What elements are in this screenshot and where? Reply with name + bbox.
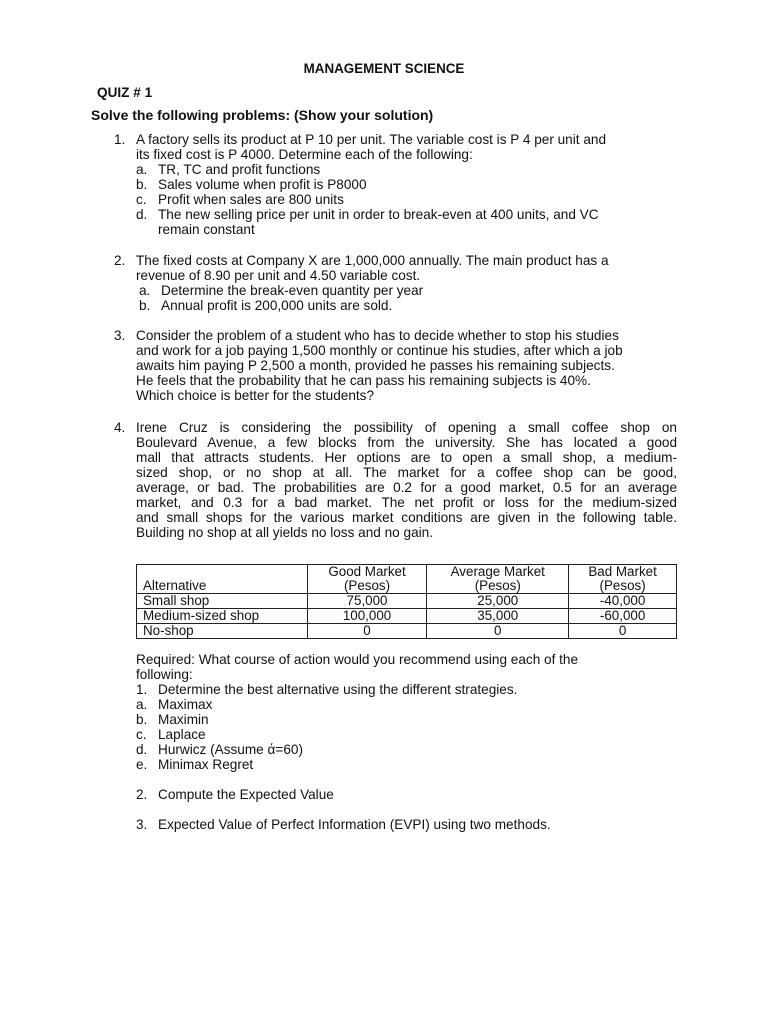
q1-sub-b <box>136 177 677 192</box>
letter: b. <box>139 298 151 313</box>
question-4 <box>136 420 677 540</box>
letter: b. <box>136 712 148 727</box>
letter: a. <box>136 697 148 712</box>
number: 2. <box>136 787 148 802</box>
table-header-cell: (Pesos) <box>569 579 677 594</box>
sub-text: Profit when sales are 800 units <box>158 192 344 207</box>
letter: a. <box>136 162 148 177</box>
table-header-cell: Good Market <box>307 565 427 580</box>
strategy-d <box>136 742 677 757</box>
letter: e. <box>136 757 148 772</box>
q4-line: Building no shop at all yields no loss and no gain. <box>136 525 433 540</box>
q3-line: Which choice is better for the students? <box>136 388 375 403</box>
required-section <box>136 652 677 832</box>
q4-number: 4. <box>114 420 126 435</box>
q4-line: mall that attracts students. Her options are to open a small shop, a medium- <box>136 450 677 465</box>
question-1 <box>136 132 677 237</box>
q4-line: sized shop, or no shop at all. The market for a coffee shop can be good, <box>136 465 677 480</box>
q3-line: and work for a job paying 1,500 monthly or continue his studies, after which a job <box>136 343 623 358</box>
q1-sub-d <box>136 207 677 222</box>
q4-line: Boulevard Avenue, a few blocks from the university. She has located a good <box>136 435 677 450</box>
number: 1. <box>136 682 148 697</box>
table-header-cell: (Pesos) <box>307 579 427 594</box>
req-text: Expected Value of Perfect Information (EVPI) using two methods. <box>158 817 551 832</box>
question-3 <box>136 328 677 403</box>
table-header-row <box>137 579 677 594</box>
q4-line: market, and 0.3 for a bad market. The net profit or loss for the medium-sized <box>136 495 677 510</box>
q2-sub-a <box>139 283 680 298</box>
q4-line: average, or bad. The probabilities are 0.2 for a good market, 0.5 for an average <box>136 480 677 495</box>
letter: b. <box>136 177 148 192</box>
sub-text: TR, TC and profit functions <box>158 162 321 177</box>
q2-line: revenue of 8.90 per unit and 4.50 variable cost. <box>136 268 421 283</box>
q1-line: A factory sells its product at P 10 per unit. The variable cost is P 4 per unit and <box>136 132 606 147</box>
strategy-a <box>136 697 677 712</box>
q2-number: 2. <box>114 253 126 268</box>
q4-line: Irene Cruz is considering the possibility of opening a small coffee shop on <box>136 420 677 435</box>
q1-line: its fixed cost is P 4000. Determine each of the following: <box>136 147 473 162</box>
instructions: Solve the following problems: (Show your solution) <box>91 107 434 123</box>
q1-number: 1. <box>114 132 126 147</box>
q2-sub-b <box>139 298 680 313</box>
req-text: Compute the Expected Value <box>158 787 334 802</box>
table-cell: 0 <box>307 624 427 639</box>
document-title: MANAGEMENT SCIENCE <box>303 61 465 76</box>
q3-line: awaits him paying P 2,500 a month, provided he passes his remaining subjects. <box>136 358 615 373</box>
payoff-table <box>136 564 677 639</box>
question-2 <box>136 253 677 313</box>
strategy-text: Maximin <box>158 712 209 727</box>
q1-sub-a <box>136 162 677 177</box>
sub-text: Annual profit is 200,000 units are sold. <box>161 298 393 313</box>
sub-text: Sales volume when profit is P8000 <box>158 177 367 192</box>
required-2 <box>136 787 677 802</box>
q3-line: He feels that the probability that he can pass his remaining subjects is 40%. <box>136 373 591 388</box>
table-row <box>137 594 677 609</box>
strategy-text: Minimax Regret <box>158 757 254 772</box>
required-line: following: <box>136 667 193 682</box>
table-cell: 0 <box>569 624 677 639</box>
strategy-b <box>136 712 677 727</box>
table-cell: 35,000 <box>427 609 569 624</box>
table-cell: 100,000 <box>307 609 427 624</box>
letter: d. <box>136 742 148 757</box>
table-header-cell <box>137 565 308 580</box>
letter: c. <box>136 727 147 742</box>
req-text: Determine the best alternative using the different strategies. <box>158 682 518 697</box>
q4-line: and small shops for the various market conditions are given in the following table. <box>136 510 677 525</box>
table-row <box>137 609 677 624</box>
table-cell: No-shop <box>137 624 308 639</box>
q2-line: The fixed costs at Company X are 1,000,000 annually. The main product has a <box>136 253 609 268</box>
table-header-cell: Average Market <box>427 565 569 580</box>
table-header-cell: (Pesos) <box>427 579 569 594</box>
table-cell: Small shop <box>137 594 308 609</box>
sub-text: The new selling price per unit in order to break-even at 400 units, and VC <box>158 207 599 222</box>
letter: c. <box>136 192 147 207</box>
q1-sub-d-cont: remain constant <box>158 222 255 237</box>
letter: a. <box>139 283 151 298</box>
table-cell: -60,000 <box>569 609 677 624</box>
required-line: Required: What course of action would you recommend using each of the <box>136 652 579 667</box>
strategy-e <box>136 757 677 772</box>
letter: d. <box>136 207 148 222</box>
strategy-text: Laplace <box>158 727 206 742</box>
table-header-row <box>137 565 677 580</box>
strategy-text: Maximax <box>158 697 213 712</box>
table-header-cell: Bad Market <box>569 565 677 580</box>
table-cell: Medium-sized shop <box>137 609 308 624</box>
strategy-text: Hurwicz (Assume ά=60) <box>158 742 303 757</box>
table-cell: 25,000 <box>427 594 569 609</box>
required-1 <box>136 682 677 697</box>
table-cell: 75,000 <box>307 594 427 609</box>
q3-number: 3. <box>114 328 126 343</box>
table-row <box>137 624 677 639</box>
quiz-number: QUIZ # 1 <box>97 85 153 100</box>
sub-text: Determine the break-even quantity per year <box>161 283 424 298</box>
strategy-c <box>136 727 677 742</box>
table-header-cell: Alternative <box>137 579 308 594</box>
q3-line: Consider the problem of a student who has to decide whether to stop his studies <box>136 328 619 343</box>
required-3 <box>136 817 677 832</box>
table-cell: -40,000 <box>569 594 677 609</box>
q1-sub-c <box>136 192 677 207</box>
number: 3. <box>136 817 148 832</box>
table-cell: 0 <box>427 624 569 639</box>
